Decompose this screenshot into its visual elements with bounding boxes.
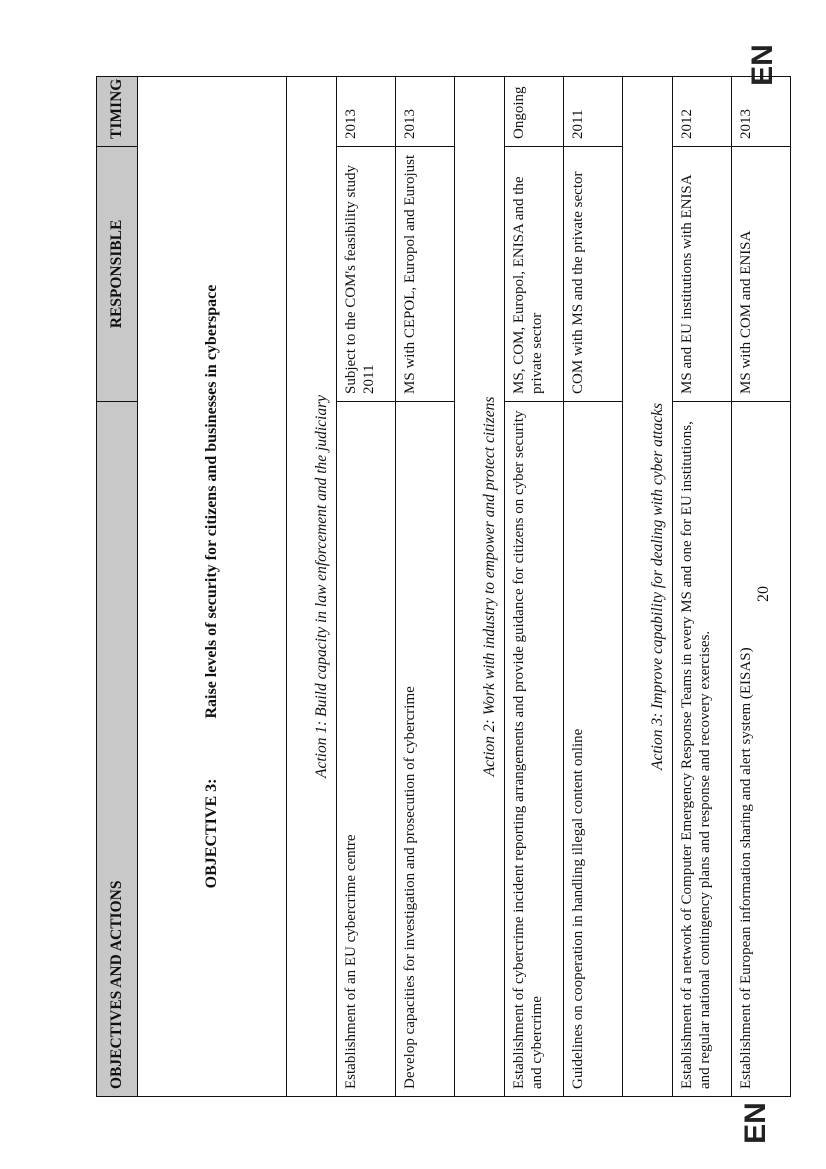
objective-cell <box>138 76 287 1096</box>
section-heading: Action 3: Improve capability for dealing with cyber attacks <box>623 76 673 1096</box>
table-row <box>673 76 732 1096</box>
language-tag-right: EN <box>745 44 779 86</box>
header-responsible: RESPONSIBLE <box>97 146 138 401</box>
timing-cell: 2013 <box>337 76 396 146</box>
objective-title: Raise levels of security for citizens and businesses in cyberspace <box>203 284 221 719</box>
table-row <box>396 76 455 1096</box>
action-cell: Establishment of European information sharing and alert system (EISAS) <box>732 401 791 1096</box>
table-row <box>337 76 396 1096</box>
header-objectives: OBJECTIVES AND ACTIONS <box>97 401 138 1096</box>
action-cell: Develop capacities for investigation and prosecution of cybercrime <box>396 401 455 1096</box>
action-cell: Establishment of a network of Computer Emergency Response Teams in every MS and one for EU institutions, and regular national contingency plans and response and recovery exercises. <box>673 401 732 1096</box>
section-heading-row <box>455 76 505 1096</box>
responsible-cell: MS and EU institutions with ENISA <box>673 146 732 401</box>
timing-cell: 2013 <box>396 76 455 146</box>
section-heading: Action 2: Work with industry to empower and protect citizens <box>455 76 505 1096</box>
section-heading: Action 1: Build capacity in law enforcement and the judiciary <box>287 76 337 1096</box>
table-row <box>732 76 791 1096</box>
responsible-cell: COM with MS and the private sector <box>564 146 623 401</box>
page-number: 20 <box>755 586 772 602</box>
timing-cell: 2011 <box>564 76 623 146</box>
section-heading-row <box>623 76 673 1096</box>
action-cell: Guidelines on cooperation in handling illegal content online <box>564 401 623 1096</box>
table-row <box>564 76 623 1096</box>
objective-label: OBJECTIVE 3: <box>203 778 221 889</box>
timing-cell: 2013 <box>732 76 791 146</box>
objective-row <box>138 76 287 1096</box>
action-cell: Establishment of cybercrime incident reporting arrangements and provide guidance for citizens on cyber security and cybercrime <box>505 401 564 1096</box>
responsible-cell: MS, COM, Europol, ENISA and the private sector <box>505 146 564 401</box>
timing-cell: Ongoing <box>505 76 564 146</box>
table-header-row <box>97 76 138 1096</box>
responsible-cell: MS with COM and ENISA <box>732 146 791 401</box>
responsible-cell: MS with CEPOL, Europol and Eurojust <box>396 146 455 401</box>
table-row <box>505 76 564 1096</box>
section-heading-row <box>287 76 337 1096</box>
objectives-table <box>96 76 791 1097</box>
language-tag-left: EN <box>738 1102 772 1144</box>
header-timing: TIMING <box>97 76 138 146</box>
rotated-table-container <box>96 77 796 1097</box>
timing-cell: 2012 <box>673 76 732 146</box>
responsible-cell: Subject to the COM's feasibility study 2011 <box>337 146 396 401</box>
action-cell: Establishment of an EU cybercrime centre <box>337 401 396 1096</box>
